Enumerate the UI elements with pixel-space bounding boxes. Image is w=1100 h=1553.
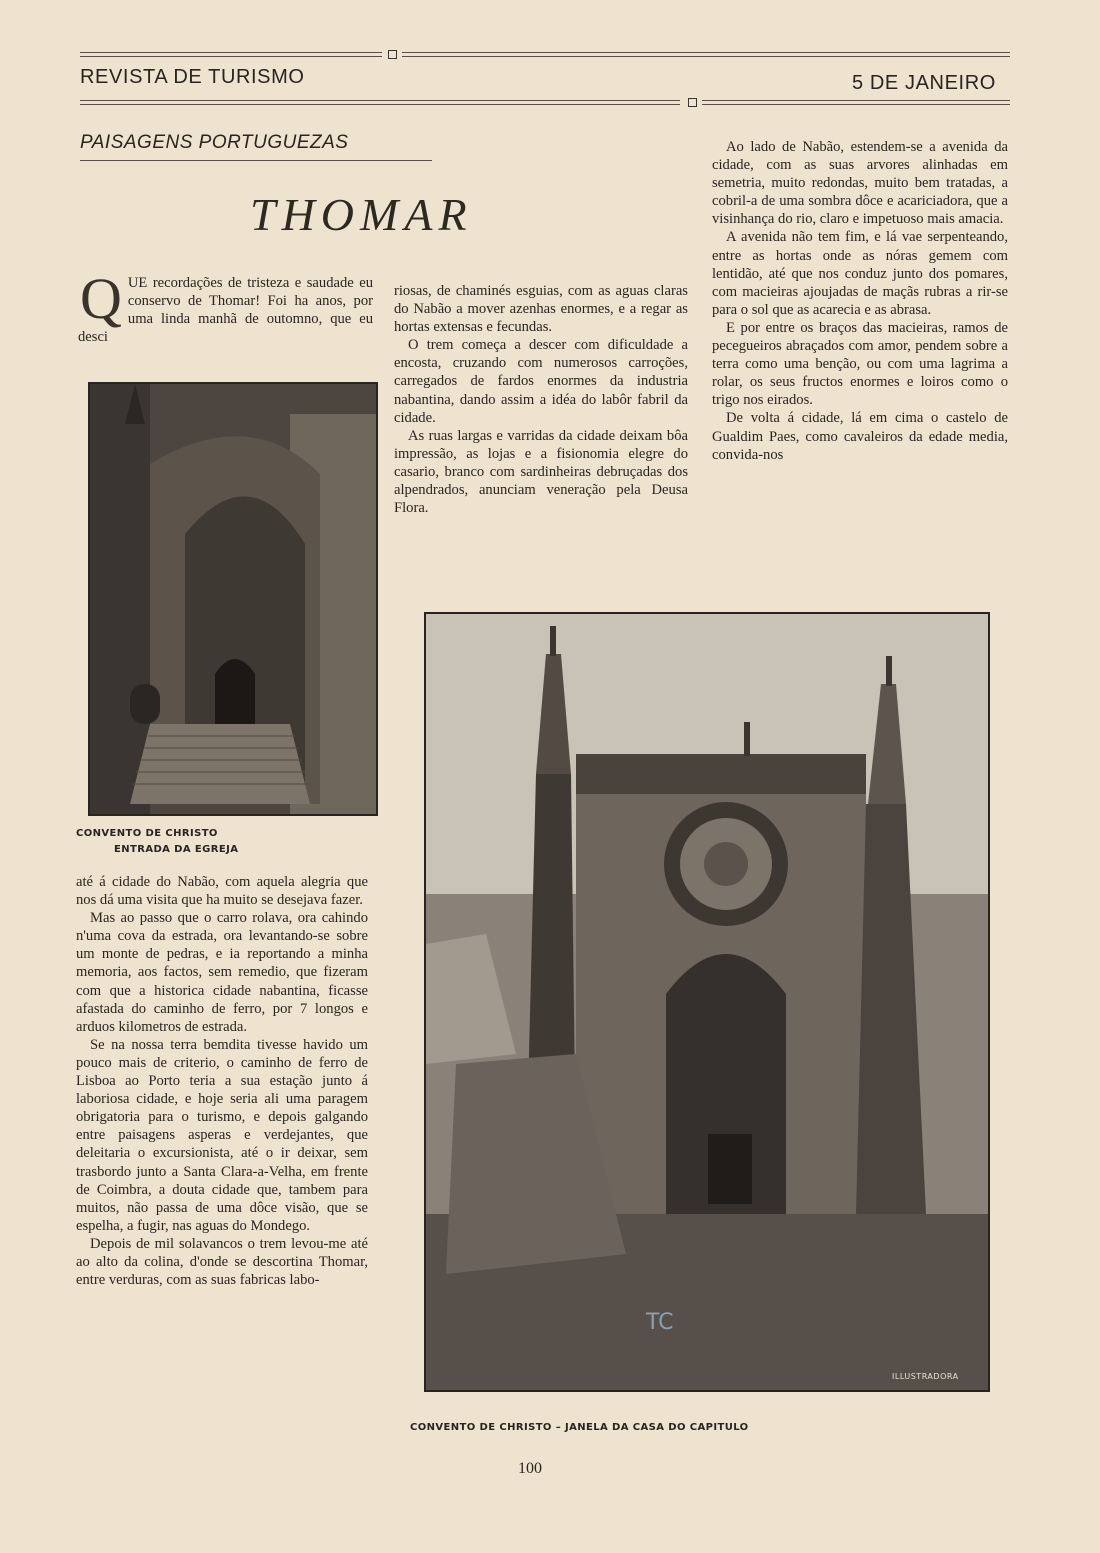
- page-number: 100: [518, 1460, 542, 1477]
- watermark: TC: [646, 1310, 674, 1335]
- section-title-underline: [80, 160, 432, 161]
- ornament-square: [688, 98, 697, 107]
- paragraph: A avenida não tem fim, e lá vae serpenteando, entre as hortas onde as nóras gemem com lentidão, até que nos conduz junto dos pomares, com macieiras ajoujadas de maçãs rubras a rir-se para o sol que as acarecia e as abrasa.: [712, 229, 1008, 318]
- photo-credit: ILLUSTRADORA: [892, 1372, 959, 1381]
- paragraph: até á cidade do Nabão, com aquela alegria que nos dá uma visita que ha muito se desejava fazer.: [76, 874, 368, 909]
- photo1-caption-line1: CONVENTO DE CHRISTO: [76, 828, 218, 839]
- header-rule-bottom-right: [702, 100, 1010, 105]
- drop-cap: Q: [80, 266, 122, 331]
- intro-text: recordações de tristeza e saudade eu conservo de Thomar! Foi ha anos, por uma linda manhã de outomno, que eu desci: [78, 275, 373, 346]
- paragraph: As ruas largas e varridas da cidade deixam bôa impressão, as lojas e a fisionomia elegre do casario, branco com sardinheiras debruçadas dos alpendrados, anunciam veneração pela Deusa Flora.: [394, 427, 688, 517]
- magazine-name: REVISTA DE TURISMO: [80, 66, 305, 88]
- column-1-continued: [76, 873, 368, 1289]
- ornament-square: [388, 50, 397, 59]
- header-rule-bottom: [80, 100, 680, 105]
- photo-church-entrance: [88, 382, 378, 816]
- paragraph: Se na nossa terra bemdita tivesse havido um pouco mais de criterio, o caminho de ferro de Lisboa ao Porto teria a sua estação junto á laboriosa cidade, e hoje seria ali uma paragem obrigatoria para o turismo, e depois galgando entre paisagens asperas e verdejantes, que deleitaria o excursionista, até o ir deixar, sem trasbordo junto a Santa Clara-a-Velha, em frente de Coimbra, a douta cidade que, tambem para muitos, não passa de uma dôce visão, que se espelha, a fugir, nas aguas do Mondego.: [76, 1036, 368, 1234]
- paragraph: De volta á cidade, lá em cima o castelo de Gualdim Paes, como cavaleiros da edade media, convida-nos: [712, 410, 1008, 463]
- column-1-intro: [78, 266, 373, 346]
- church-entrance-illustration: [90, 384, 376, 814]
- section-title: PAISAGENS PORTUGUEZAS: [80, 132, 349, 153]
- column-2: [394, 282, 688, 517]
- header-rule-top: [80, 52, 382, 57]
- header-rule-top-right: [402, 52, 1010, 57]
- paragraph: E por entre os braços das macieiras, ramos de pecegueiros abraçados com amor, pendem sobre a terra como uma benção, ou com uma lagrima a rolar, os seus fructos enormes e loiros como o trigo nos eirados.: [712, 319, 1008, 409]
- paragraph: Depois de mil solavancos o trem levou-me até ao alto da colina, d'onde se descortina Thomar, entre verduras, com as suas fabricas labo-: [76, 1235, 368, 1289]
- lead-word: UE: [127, 275, 148, 291]
- photo2-caption: CONVENTO DE CHRISTO – JANELA DA CASA DO CAPITULO: [410, 1422, 749, 1433]
- issue-date: 5 DE JANEIRO: [852, 72, 996, 94]
- column-3: [712, 138, 1008, 464]
- paragraph: Mas ao passo que o carro rolava, ora cahindo n'uma cova da estrada, ora levantando-se sobre um monte de pedras, e ia reportando a minha memoria, aos factos, sem remedio, que fizeram com que a historica cidade nabantina, ficasse afastada do caminho de ferro, por 7 longos e arduos kilometros de estrada.: [76, 910, 368, 1035]
- photo1-caption-line2: ENTRADA DA EGREJA: [114, 844, 239, 855]
- photo-chapter-house-window: [424, 612, 990, 1392]
- paragraph: O trem começa a descer com dificuldade a encosta, cruzando com numerosos carroções, carregados de fardos enormes da industria nabantina, dando assim a idéa do labôr fabril da cidade.: [394, 337, 688, 426]
- article-title: THOMAR: [250, 189, 473, 240]
- paragraph: riosas, de chaminés esguias, com as aguas claras do Nabão a mover azenhas enormes, e a regar as hortas extensas e fecundas.: [394, 283, 688, 336]
- chapter-house-window-illustration: [426, 614, 988, 1390]
- paragraph: Ao lado de Nabão, estendem-se a avenida da cidade, com as suas arvores alinhadas em semetria, muito redondas, muito bem tratadas, a cobril-a de uma sombra dôce e acariciadora, que a visinhança do rio, claro e impetuoso mais amacia.: [712, 139, 1008, 228]
